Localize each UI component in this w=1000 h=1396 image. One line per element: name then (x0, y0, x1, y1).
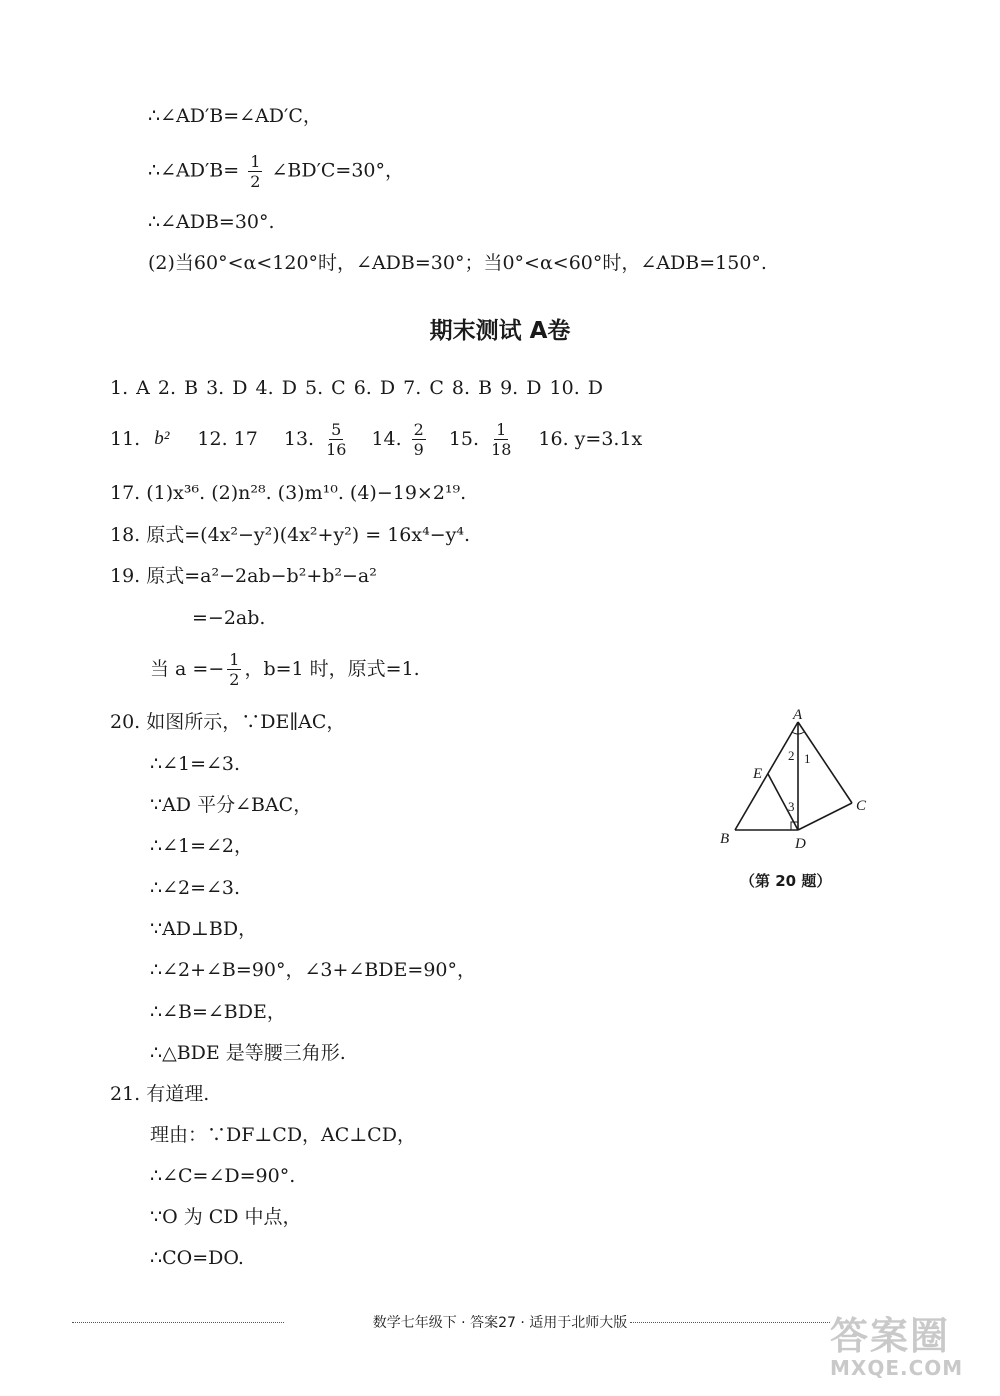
label-angle-3: 3 (788, 799, 795, 814)
q11-value: b² (154, 428, 170, 449)
q20-line-4: ∴∠1=∠2， (150, 835, 254, 857)
q20-line-3: ∵AD 平分∠BAC， (150, 794, 313, 816)
q15-numerator: 1 (496, 419, 507, 439)
fraction-denominator: 2 (250, 172, 261, 191)
q14-label: 14. (371, 428, 402, 450)
q20-line-5: ∴∠2=∠3. (150, 877, 241, 899)
section-title: 期末测试 A卷 (429, 318, 571, 344)
watermark-logo (830, 1305, 995, 1390)
derivation-line-3: ∴∠ADB=30°. (148, 211, 275, 233)
q15-label: 15. (448, 428, 480, 450)
q19-line-2: =−2ab. (192, 607, 266, 629)
label-e: E (753, 766, 763, 782)
q11-label: 11. (110, 428, 141, 450)
footer-rule-right (630, 1322, 830, 1323)
q13-label: 13. (283, 428, 315, 450)
q20-line-8: ∴∠B=∠BDE， (150, 1001, 286, 1023)
label-c: C (856, 798, 867, 814)
q19-fraction (227, 650, 241, 689)
q21-line-1: 21. 有道理. (110, 1083, 210, 1105)
q19-line-1: 19. 原式=a²−2ab−b²+b²−a² (110, 565, 377, 587)
label-d: D (795, 836, 806, 852)
watermark-url: MXQE.COM (830, 1356, 964, 1380)
q21-line-2: 理由：∵DF⊥CD，AC⊥CD， (150, 1124, 416, 1146)
fraction-numerator: 1 (250, 152, 261, 171)
q20-line-6: ∵AD⊥BD， (150, 918, 258, 940)
q19-line-3-pre: 当 a =− (150, 658, 225, 680)
q21-line-4: ∵O 为 CD 中点， (150, 1206, 302, 1228)
q14-denominator: 9 (413, 439, 424, 459)
derivation-line-4: (2)当60°<α<120°时，∠ADB=30°；当0°<α<60°时，∠ADB=150°. (148, 252, 767, 274)
q21-line-3: ∴∠C=∠D=90°. (150, 1165, 296, 1187)
fraction-half (248, 152, 262, 191)
q20-line-7: ∴∠2+∠B=90°，∠3+∠BDE=90°， (150, 959, 477, 981)
watermark-text: 答案圈 (830, 1314, 951, 1358)
figure-caption: （第 20 题） (740, 872, 832, 890)
q14-numerator: 2 (413, 419, 424, 439)
derivation-line-2-right: ∠BD′C=30°， (271, 159, 405, 182)
q19-line-3-post: ，b=1 时，原式=1. (244, 658, 420, 680)
answers-row-2 (110, 418, 642, 460)
q20-line-9: ∴△BDE 是等腰三角形. (150, 1042, 346, 1064)
segment-dc (798, 803, 852, 830)
q13-fraction (324, 420, 348, 459)
q15-fraction (489, 420, 513, 459)
q15-denominator: 18 (491, 439, 512, 459)
derivation-line-2 (148, 152, 404, 191)
q18-answer: 18. 原式=(4x²−y²)(4x²+y²) = 16x⁴−y⁴. (110, 524, 471, 546)
triangle-figure (715, 705, 875, 855)
q17-answer: 17. (1)x³⁶. (2)n²⁸. (3)m¹⁰. (4)−19×2¹⁹. (110, 482, 467, 504)
q12-answer: 12. 17 (197, 428, 258, 450)
page-footer: 数学七年级下 · 答案27 · 适用于北师大版 (372, 1315, 628, 1331)
label-a: A (793, 707, 803, 723)
q20-line-1: 20. 如图所示，∵DE∥AC， (110, 711, 346, 733)
answers-row-1: 1. A 2. B 3. D 4. D 5. C 6. D 7. C 8. B 9. D 10. D (110, 377, 604, 399)
q19-denominator: 2 (229, 669, 240, 689)
q16-answer: 16. y=3.1x (538, 428, 643, 450)
q21-line-5: ∴CO=DO. (150, 1247, 244, 1269)
label-angle-1: 1 (804, 751, 811, 766)
q13-denominator: 16 (326, 439, 347, 459)
q14-fraction (412, 420, 426, 459)
derivation-line-2-left: ∴∠AD′B= (148, 159, 240, 182)
q19-line-3 (150, 648, 420, 690)
label-b: B (720, 831, 730, 847)
label-angle-2: 2 (788, 748, 795, 763)
q13-numerator: 5 (331, 419, 342, 439)
derivation-line-1: ∴∠AD′B=∠AD′C， (148, 105, 322, 127)
q20-line-2: ∴∠1=∠3. (150, 753, 241, 775)
q19-numerator: 1 (229, 649, 240, 669)
